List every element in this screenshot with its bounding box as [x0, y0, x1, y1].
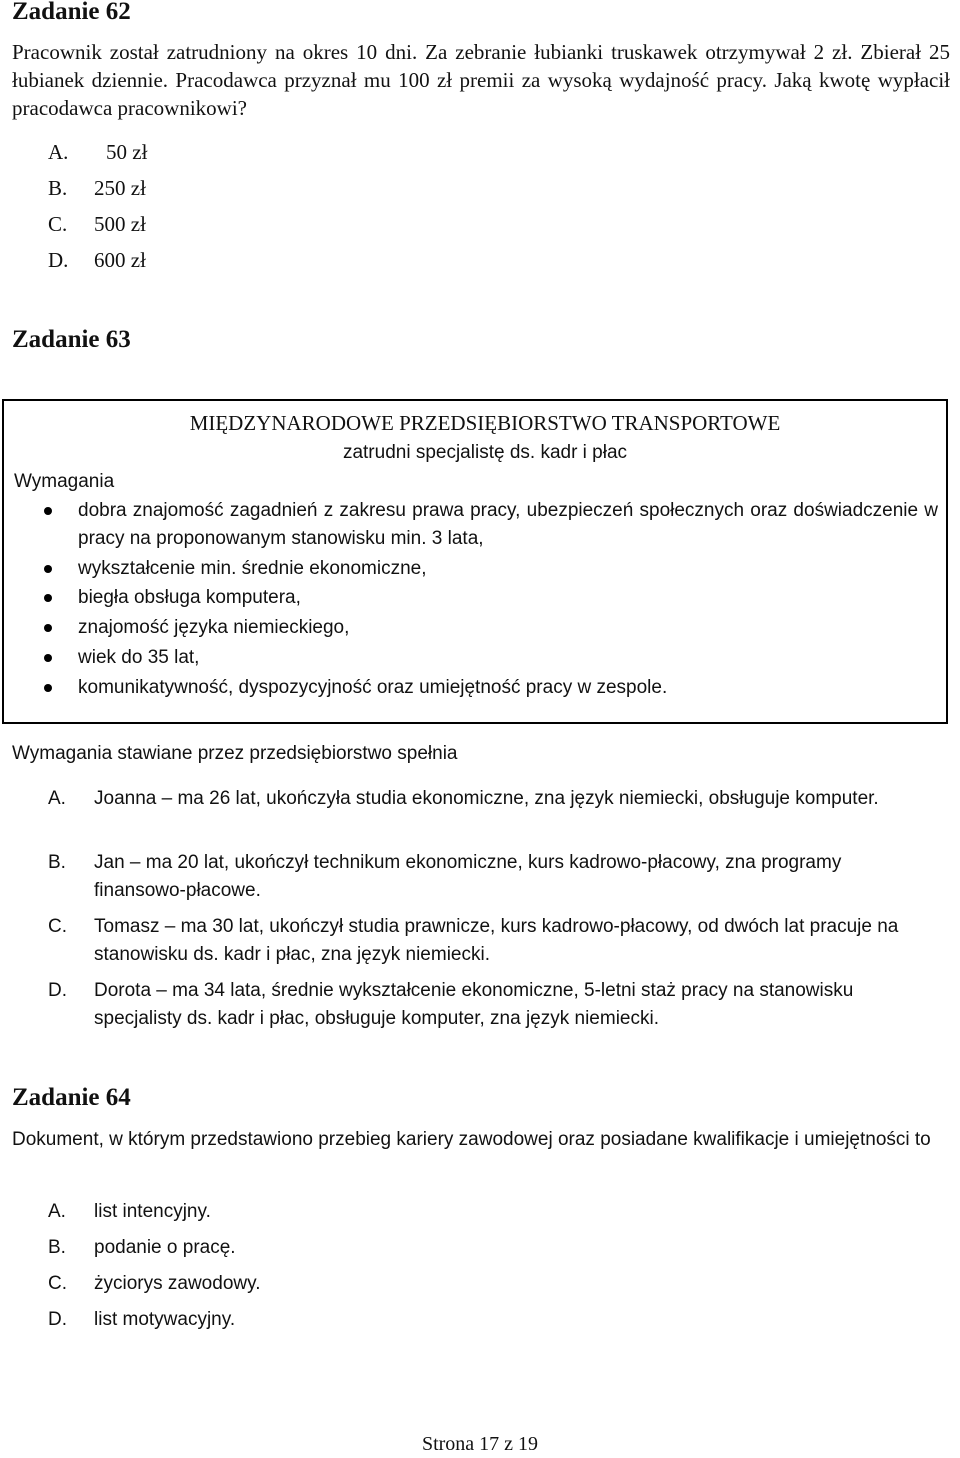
requirement-text: wykształcenie min. średnie ekonomiczne, [78, 558, 427, 579]
requirement-text: znajomość języka niemieckiego, [78, 617, 350, 638]
option-letter: D. [48, 248, 69, 272]
task-62-option-d[interactable] [12, 246, 612, 282]
task-62-question: Pracownik został zatrudniony na okres 10 dni. Za zebranie łubianki truskawek otrzymywał 2 zł. Zbierał 25 łubianek dziennie. Pracodawca przyznał mu 100 zł premii za wysoką wydajność pracy. Jaką kwotę wypłacił pracodawca pracownikowi? [12, 40, 950, 120]
task-63-option-d[interactable] [12, 977, 912, 1041]
option-letter: C. [48, 212, 68, 236]
option-letter: A. [48, 140, 69, 164]
task-63-option-c[interactable] [12, 913, 912, 977]
requirement-item [4, 497, 938, 555]
task-62-heading: Zadanie 62 [12, 0, 131, 25]
requirement-item [4, 584, 938, 614]
option-text: podanie o pracę. [94, 1237, 236, 1258]
task-64-heading: Zadanie 64 [12, 1084, 131, 1111]
option-text: 50 zł [106, 140, 148, 164]
requirement-item [4, 614, 938, 644]
ad-requirements-label: Wymagania [14, 471, 115, 492]
option-text: Tomasz – ma 30 lat, ukończył studia prawnicze, kurs kadrowo-płacowy, od dwóch lat pracuje na stanowisku ds. kadr i płac, zna język niemiecki. [94, 916, 899, 965]
task-63-heading: Zadanie 63 [12, 326, 131, 353]
task-63-question: Wymagania stawiane przez przedsiębiorstwo spełnia [12, 743, 458, 764]
job-advertisement-box [2, 399, 948, 724]
task-63-option-b[interactable] [12, 849, 912, 913]
requirement-text: dobra znajomość zagadnień z zakresu prawa pracy, ubezpieczeń społecznych oraz doświadczenie w pracy na proponowanym stanowisku min. 3 lata, [78, 500, 938, 549]
option-text: Jan – ma 20 lat, ukończył technikum ekonomiczne, kurs kadrowo-płacowy, zna programy finansowo-płacowe. [94, 852, 842, 901]
option-text: list intencyjny. [94, 1201, 211, 1222]
requirement-text: wiek do 35 lat, [78, 647, 200, 668]
option-letter: A. [48, 1201, 66, 1222]
option-letter: B. [48, 1237, 66, 1258]
task-64-option-d[interactable] [12, 1306, 612, 1342]
bullet-icon [4, 644, 78, 674]
bullet-icon [4, 584, 78, 614]
ad-subtitle: zatrudni specjalistę ds. kadr i płac [342, 442, 628, 463]
bullet-icon [4, 614, 78, 644]
task-64-options [12, 1198, 612, 1342]
requirement-item [4, 555, 938, 584]
option-letter: D. [48, 1309, 67, 1330]
task-62-option-b[interactable] [12, 174, 612, 210]
requirement-text: komunikatywność, dyspozycyjność oraz umiejętność pracy w zespole. [78, 677, 668, 698]
task-64-option-a[interactable] [12, 1198, 612, 1234]
option-text: 500 zł [94, 212, 146, 236]
ad-requirements-list [4, 497, 938, 704]
option-text: list motywacyjny. [94, 1309, 236, 1330]
option-text: 600 zł [94, 248, 146, 272]
option-text: 250 zł [94, 176, 146, 200]
task-64-option-c[interactable] [12, 1270, 612, 1306]
option-letter: B. [48, 176, 68, 200]
task-63-option-a[interactable] [12, 785, 912, 849]
task-64-option-b[interactable] [12, 1234, 612, 1270]
task-62-options [12, 138, 612, 282]
option-letter: A. [48, 788, 66, 809]
requirement-text: biegła obsługa komputera, [78, 587, 301, 608]
requirement-item [4, 644, 938, 674]
requirement-item [4, 674, 938, 704]
bullet-icon [4, 674, 78, 704]
task-64-question: Dokument, w którym przedstawiono przebieg kariery zawodowej oraz posiadane kwalifikacje i umiejętności to [12, 1129, 931, 1150]
task-62-option-a[interactable] [12, 138, 612, 174]
option-letter: D. [48, 980, 67, 1001]
option-letter: B. [48, 852, 66, 873]
option-text: życiorys zawodowy. [94, 1273, 261, 1294]
task-63-options [12, 785, 912, 1041]
task-62-option-c[interactable] [12, 210, 612, 246]
option-text: Joanna – ma 26 lat, ukończyła studia ekonomiczne, zna język niemiecki, obsługuje komputer. [94, 788, 879, 809]
page-footer: Strona 17 z 19 [421, 1433, 539, 1455]
option-letter: C. [48, 916, 67, 937]
bullet-icon [4, 497, 78, 555]
bullet-icon [4, 555, 78, 584]
ad-title: MIĘDZYNARODOWE PRZEDSIĘBIORSTWO TRANSPORTOWE [189, 411, 781, 435]
option-letter: C. [48, 1273, 67, 1294]
option-text: Dorota – ma 34 lata, średnie wykształcenie ekonomiczne, 5-letni staż pracy na stanowisku specjalisty ds. kadr i płac, obsługuje komputer, zna język niemiecki. [94, 980, 854, 1029]
